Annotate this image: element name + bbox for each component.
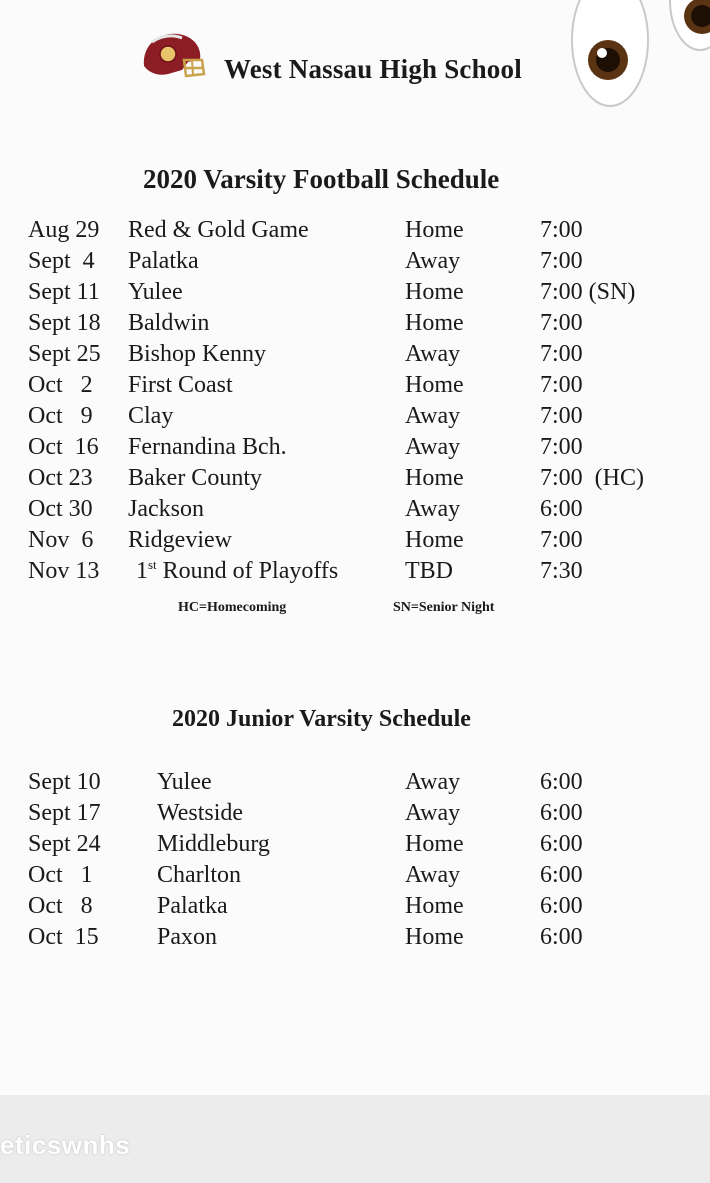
game-opponent: Charlton [157,862,241,888]
game-opponent: Paxon [157,924,217,950]
game-date: Sept 17 [28,800,101,826]
game-location: Home [405,893,464,919]
schedule-row [0,463,710,493]
schedule-row [0,922,710,952]
game-location: Home [405,831,464,857]
game-time: 7:00 [540,310,583,336]
game-date: Sept 10 [28,769,101,795]
game-date: Oct 23 [28,465,93,491]
game-time: 7:00 [540,527,583,553]
schedule-row [0,494,710,524]
opponent-prefix: 1 [136,558,148,584]
game-location: Away [405,434,461,460]
jv-schedule-title: 2020 Junior Varsity Schedule [172,706,471,732]
game-location: Home [405,527,464,553]
game-date: Aug 29 [28,217,100,243]
game-opponent: Jackson [128,496,204,522]
account-watermark: eticswnhs [0,1130,131,1160]
game-time: 7:00 [540,372,583,398]
game-location: Home [405,924,464,950]
schedule-row [0,215,710,245]
schedule-row [0,401,710,431]
game-time: 7:00 (HC) [540,465,644,491]
schedule-row [0,798,710,828]
game-location: Home [405,465,464,491]
game-time: 7:00 [540,248,583,274]
game-date: Sept 25 [28,341,101,367]
game-opponent: Baker County [128,465,262,491]
schedule-row [0,246,710,276]
game-time: 7:00 (SN) [540,279,636,305]
game-opponent: Palatka [157,893,228,919]
game-location: Away [405,862,461,888]
schedule-row [0,860,710,890]
school-name: West Nassau High School [224,54,522,84]
opponent-ordinal-suffix: st [148,557,157,572]
legend-senior-night: SN=Senior Night [393,600,495,615]
schedule-row [0,339,710,369]
game-location: Away [405,496,461,522]
schedule-row [0,556,710,586]
game-date: Oct 9 [28,403,93,429]
game-time: 6:00 [540,831,583,857]
game-time: 6:00 [540,769,583,795]
game-location: Home [405,217,464,243]
game-opponent: Fernandina Bch. [128,434,287,460]
game-time: 7:00 [540,403,583,429]
schedule-row [0,370,710,400]
game-opponent [136,556,338,586]
game-time: 6:00 [540,862,583,888]
football-helmet-icon [138,30,208,86]
game-time: 6:00 [540,924,583,950]
game-date: Sept 11 [28,279,100,305]
game-date: Oct 30 [28,496,93,522]
schedule-row [0,308,710,338]
game-date: Sept 18 [28,310,101,336]
game-date: Oct 2 [28,372,93,398]
game-location: Home [405,372,464,398]
game-opponent: Bishop Kenny [128,341,266,367]
schedule-row [0,432,710,462]
game-time: 7:00 [540,341,583,367]
game-location: Away [405,800,461,826]
game-time: 7:00 [540,217,583,243]
game-time: 6:00 [540,800,583,826]
schedule-row [0,277,710,307]
game-date: Oct 8 [28,893,93,919]
game-date: Sept 24 [28,831,101,857]
schedule-row [0,829,710,859]
game-opponent: Red & Gold Game [128,217,309,243]
game-time: 7:00 [540,434,583,460]
game-time: 6:00 [540,496,583,522]
varsity-schedule-title: 2020 Varsity Football Schedule [143,164,500,194]
schedule-row [0,891,710,921]
game-time: 7:30 [540,558,583,584]
schedule-row [0,525,710,555]
schedule-row [0,767,710,797]
game-opponent: Middleburg [157,831,270,857]
game-location: Away [405,341,461,367]
game-opponent: Yulee [157,769,212,795]
game-opponent: First Coast [128,372,233,398]
game-date: Oct 1 [28,862,93,888]
game-opponent: Baldwin [128,310,210,336]
game-location: Away [405,769,461,795]
game-date: Oct 15 [28,924,99,950]
game-location: Home [405,279,464,305]
game-date: Sept 4 [28,248,95,274]
game-opponent: Westside [157,800,244,826]
game-opponent: Palatka [128,248,199,274]
opponent-name: Round of Playoffs [162,558,339,584]
game-date: Nov 6 [28,527,94,553]
game-time: 6:00 [540,893,583,919]
legend-homecoming: HC=Homecoming [178,600,287,615]
game-location: TBD [405,558,453,584]
game-date: Oct 16 [28,434,99,460]
game-opponent: Ridgeview [128,527,232,553]
game-opponent: Yulee [128,279,183,305]
game-opponent: Clay [128,403,174,429]
game-location: Home [405,310,464,336]
game-location: Away [405,248,461,274]
game-location: Away [405,403,461,429]
game-date: Nov 13 [28,558,100,584]
eyes-emoji-icon [570,0,710,130]
